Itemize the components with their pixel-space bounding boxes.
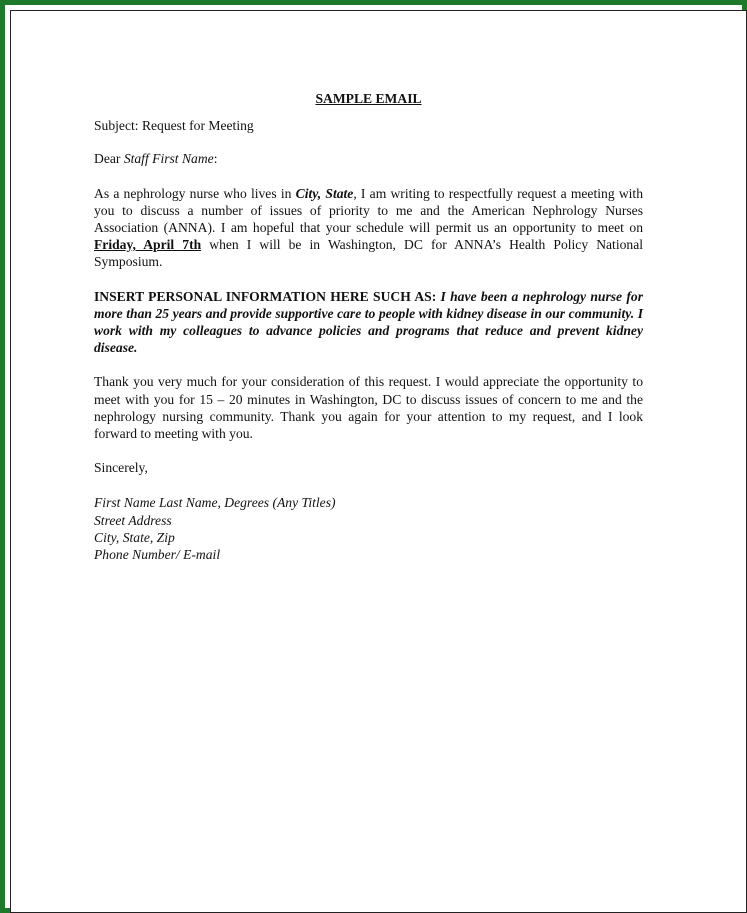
greeting-suffix: : [213,151,218,167]
signature-name: First Name Last Name, Degrees (Any Titles) [94,495,336,511]
paragraph-personal-info [94,288,643,357]
personal-info-body: I have been a nephrology nurse for more than 25 years and provide supportive care to people with kidney disease in our community. I work with my colleagues to advance policies and programs that reduce and prevent kidney disease. [94,288,643,356]
personal-info-lead: INSERT PERSONAL INFORMATION HERE SUCH AS: [94,288,437,304]
closing: Sincerely, [94,460,148,476]
paragraph-request [94,185,643,271]
signature-city: City, State, Zip [94,529,175,545]
paragraph-thanks: Thank you very much for your consideration of this request. I would appreciate the opportunity to meet with you for 15 – 20 minutes in Washington, DC to discuss issues of concern to me and the nephrology nursing community. Thank you again for your attention to my request, and I look forward to meeting with you. [94,374,643,442]
meeting-date: Friday, April 7th [94,237,202,253]
paragraph-request-part-b: , I am writing to respectfully request a meeting with you to discuss a number of issues of priority to me and the American Nephrology Nurses Association (ANNA). I am hopeful that your schedule will permit us an opportunity to meet on [94,185,643,236]
document-title: SAMPLE EMAIL [315,91,422,106]
subject-line: Subject: Request for Meeting [94,118,254,134]
signature-block [94,494,643,563]
letter-body [94,90,643,563]
paragraph-request-part-c: when I will be in Washington, DC for ANNA’s Health Policy National Symposium. [94,237,644,270]
paragraph-request-part-a: As a nephrology nurse who lives in [94,185,296,201]
location-placeholder: City, State [295,185,354,201]
signature-street: Street Address [94,512,172,528]
signature-contact: Phone Number/ E-mail [94,547,221,563]
greeting-prefix: Dear [94,151,124,167]
greeting-name: Staff First Name [123,151,214,167]
greeting [94,150,643,167]
